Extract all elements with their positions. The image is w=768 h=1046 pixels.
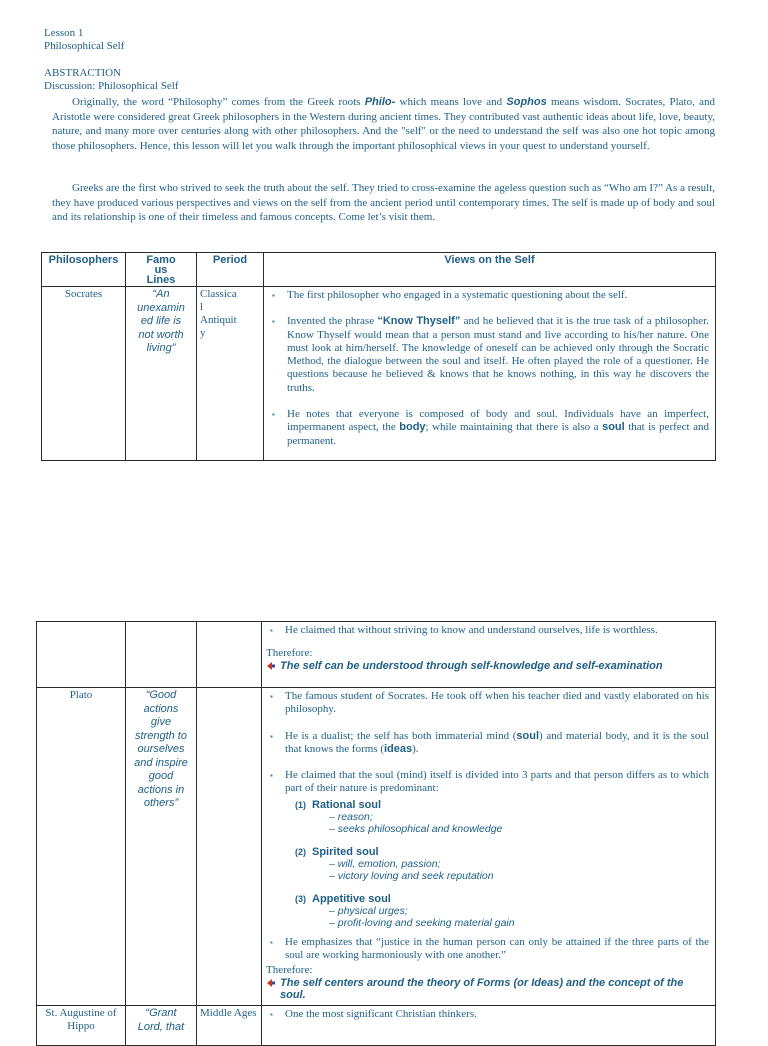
philosophers-table-part-1 — [41, 252, 716, 461]
quote-line: “Grant — [145, 1007, 177, 1020]
soul-description: – profit-loving and seeking material gain — [329, 917, 515, 930]
conclusion — [266, 977, 709, 1001]
column-header-views: Views on the Self — [264, 253, 716, 287]
quote-line: “An — [152, 288, 170, 300]
conclusion — [266, 660, 709, 672]
header-text: us — [154, 264, 168, 276]
soul-number: (3) — [295, 893, 306, 904]
column-header-period: Period — [197, 253, 264, 287]
list-item — [268, 315, 709, 395]
lesson-topic: Philosophical Self — [44, 40, 125, 52]
item-text: and he believed that it is the true task of a philosopher. Know Thyself would mean that a person must stand and live according to his/her nature. One must look at him/herself. The knowledge of oneself can be achieved only through the Socratic Method, the dialogue between the soul and itself. He often played the role of a questioner. He questions because he believed & knows that he knows nothing, in this way he discovers the truths. — [287, 315, 709, 394]
period: Middle Ages — [197, 1006, 262, 1046]
soul-name: Rational soul — [312, 798, 382, 811]
intro-text: Originally, the word “Philosophy” comes from the Greek roots — [72, 96, 365, 108]
intro-text: Greeks are the first who strived to seek the truth about the self. They tried to cross-examine the ageless question such as “Who am I?” As a result, they have produced various perspectives and views on the self from the ancient period until contemporary times. The self is made up of body and soul and its relationship is one of their timeless and famous concepts. Come let’s visit them. — [52, 182, 715, 223]
philosopher-name — [37, 1006, 126, 1046]
column-header-philosophers: Philosophers — [42, 253, 126, 287]
quote-line: ourselves — [137, 743, 185, 755]
emphasis-know-thyself: “Know Thyself” — [377, 315, 461, 328]
soul-description: – victory loving and seek reputation — [329, 870, 494, 883]
item-text: Invented the phrase — [287, 315, 378, 328]
header-text: Famo — [146, 254, 176, 266]
column-header-famous-lines — [126, 253, 197, 287]
soul-description: – seeks philosophical and knowledge — [329, 823, 503, 836]
period — [197, 287, 264, 461]
list-item: ▪ He claimed that without striving to know and understand ourselves, life is worthless. — [266, 624, 709, 637]
list-item — [268, 408, 709, 448]
item-text: that is perfect and permanent. — [287, 421, 709, 447]
quote-line: others” — [143, 797, 179, 809]
period — [197, 622, 262, 688]
soul-name: Appetitive soul — [312, 892, 391, 905]
famous-line — [126, 1006, 197, 1046]
quote-line: unexamin — [137, 301, 185, 314]
quote-line: strength to — [135, 729, 187, 742]
list-item: ▪ The famous student of Socrates. He took off when his teacher died and vastly elaborated on his philosophy. — [266, 690, 709, 717]
quote-line: good — [148, 770, 174, 782]
list-item — [266, 730, 709, 757]
soul-description: – will, emotion, passion; — [329, 857, 441, 870]
name-line: St. Augustine of — [45, 1007, 117, 1020]
quote-line: actions in — [137, 783, 185, 796]
therefore-label: Therefore: — [266, 964, 313, 977]
views-list — [266, 624, 709, 637]
table-header-row — [42, 253, 716, 287]
philosopher-name: Socrates — [42, 287, 126, 461]
intro-text: which means love and — [395, 96, 507, 108]
views-on-self — [262, 688, 716, 1006]
soul-name: Spirited soul — [312, 845, 379, 858]
quote-line: Lord, that — [137, 1020, 185, 1033]
term-philo: Philo- — [364, 96, 396, 108]
famous-line — [126, 688, 197, 1006]
intro-paragraph-2 — [52, 181, 715, 225]
views-on-self — [262, 622, 716, 688]
views-list — [268, 289, 709, 448]
table-row — [37, 1006, 716, 1046]
item-text: ; while maintaining that there is also a — [425, 421, 603, 434]
conclusion-text: The self can be understood through self-knowledge and self-examination — [280, 660, 663, 673]
views-on-self — [262, 1006, 716, 1046]
quote-line: give — [150, 716, 172, 728]
intro-text: means wisdom. Socrates, Plato, and Aristotle were considered great Greek philosophers in the Western during ancient times. They contributed vast authentic ideas about life, love, beauty, nature, and many more over centuries along with other philosophers. And the "self" or the need to understand the self was also one hot topic among those philosophers. Hence, this lesson will let you walk through the important philosophical views in your quest to understand yourself. — [52, 96, 715, 152]
list-item: ▪ He claimed that the soul (mind) itself is divided into 3 parts and that person differs as to which part of their nature is predominant: — [266, 769, 709, 796]
list-item: ▪ The first philosopher who engaged in a systematic questioning about the self. — [268, 289, 709, 302]
quote-line: living” — [146, 342, 176, 354]
conclusion-text: The self centers around the theory of Forms (or Ideas) and the concept of the soul. — [280, 977, 684, 1002]
name-line: Hippo — [67, 1020, 95, 1033]
philosopher-name: Plato — [37, 688, 126, 1006]
quote-line: actions — [143, 702, 179, 715]
quote-line: and inspire — [134, 756, 188, 769]
emphasis-soul: soul — [602, 421, 625, 434]
soul-description: – physical urges; — [329, 904, 408, 917]
quote-line: “Good — [145, 689, 177, 701]
term-sophos: Sophos — [506, 96, 547, 108]
emphasis-soul: soul — [516, 729, 540, 742]
soul-description: – reason; — [329, 810, 373, 823]
soul-number: (2) — [295, 846, 306, 857]
therefore-label: Therefore: — [266, 647, 313, 660]
quote-line: ed life is — [140, 315, 182, 327]
arrow-marker-icon — [266, 978, 276, 988]
arrow-marker-icon — [266, 661, 276, 671]
soul-parts-list — [295, 799, 709, 930]
soul-part — [295, 799, 709, 836]
table-row — [37, 622, 716, 688]
item-text: ). — [412, 742, 419, 755]
period-line: Classica — [200, 288, 237, 300]
philosophers-table-part-2 — [36, 621, 716, 1046]
famous-line — [126, 287, 197, 461]
soul-number: (1) — [295, 799, 306, 810]
views-list — [266, 690, 709, 796]
views-list — [266, 1008, 709, 1021]
famous-line — [126, 622, 197, 688]
list-item: ▪ One the most significant Christian thinkers. — [266, 1008, 709, 1021]
period-line: Antiquit — [200, 314, 237, 326]
item-text: He is a dualist; the self has both immaterial mind ( — [285, 729, 517, 742]
period — [197, 688, 262, 1006]
header-text: Lines — [146, 274, 176, 286]
soul-part — [295, 893, 709, 930]
table-row — [37, 688, 716, 1006]
item-text: He notes that everyone is composed of body and soul. Individuals have an imperfect, impermanent aspect, the — [287, 408, 709, 434]
period-line: l — [200, 301, 204, 313]
lesson-number: Lesson 1 — [44, 27, 84, 39]
emphasis-ideas: ideas — [383, 742, 413, 755]
item-text: ) and material body, and it is the soul that knows the forms ( — [285, 729, 709, 755]
philosopher-name — [37, 622, 126, 688]
emphasis-body: body — [399, 421, 426, 434]
soul-part — [295, 846, 709, 883]
table-row — [42, 287, 716, 461]
views-list — [266, 936, 709, 963]
lesson-header — [44, 27, 124, 53]
intro-paragraph-1 — [52, 95, 715, 153]
period-line: y — [200, 327, 206, 339]
section-header — [44, 67, 178, 93]
list-item: ▪ He emphasizes that “justice in the human person can only be attained if the three parts of the soul are working harmoniously with one another.” — [266, 936, 709, 963]
quote-line: not worth — [138, 328, 184, 341]
discussion-title: Discussion: Philosophical Self — [44, 80, 179, 92]
views-on-self — [264, 287, 716, 461]
section-title: ABSTRACTION — [44, 67, 122, 79]
